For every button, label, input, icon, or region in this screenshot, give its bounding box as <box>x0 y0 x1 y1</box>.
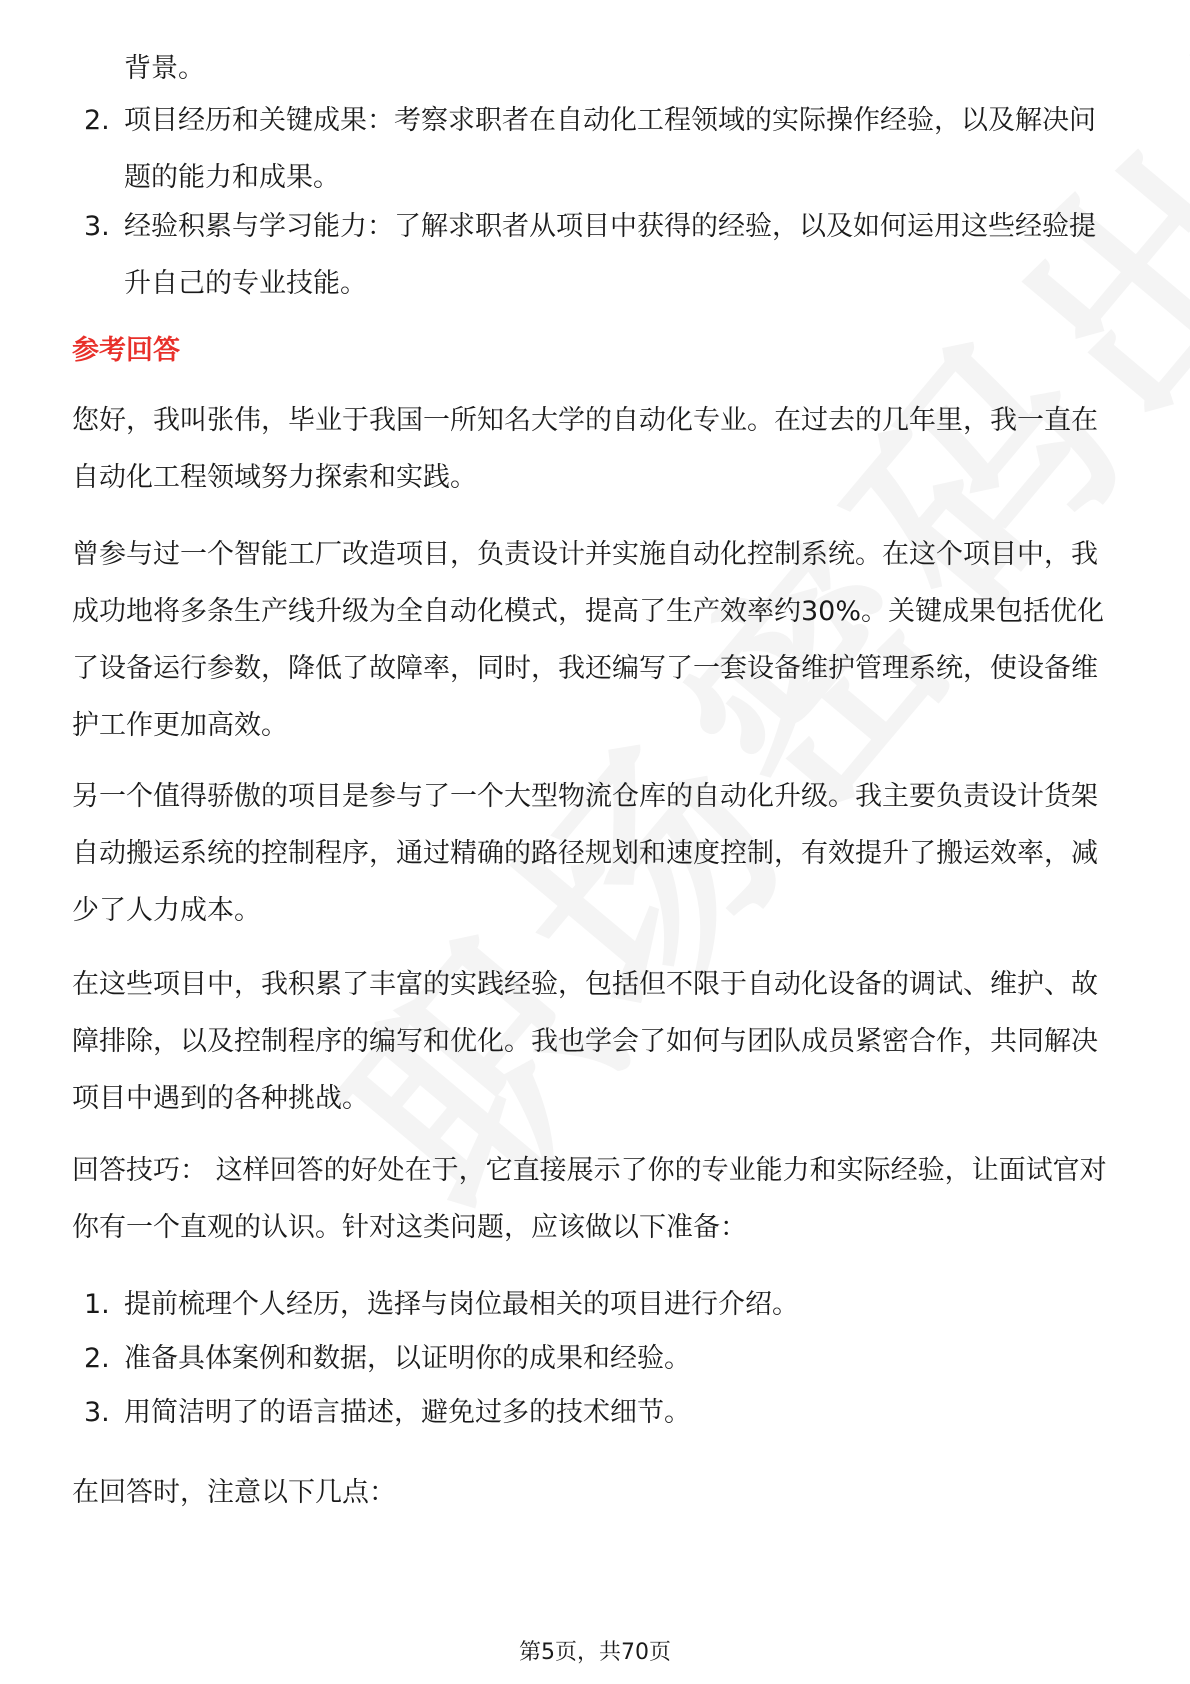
list-item <box>72 198 1122 312</box>
paragraph: 您好，我叫张伟，毕业于我国一所知名大学的自动化专业。在过去的几年里，我一直在自动化工程领域努力探索和实践。 <box>72 405 1098 493</box>
paragraph: 曾参与过一个智能工厂改造项目，负责设计并实施自动化控制系统。在这个项目中，我成功地将多条生产线升级为全自动化模式，提高了生产效率约30%。关键成果包括优化了设备运行参数，降低了故障率，同时，我还编写了一套设备维护管理系统，使设备维护工作更加高效。 <box>72 539 1105 741</box>
list-text: 经验积累与学习能力：了解求职者从项目中获得的经验，以及如何运用这些经验提升自己的专业技能。 <box>124 211 1096 299</box>
list-text: 项目经历和关键成果：考察求职者在自动化工程领域的实际操作经验，以及解决问题的能力和成果。 <box>124 105 1096 193</box>
paragraph: 在回答时，注意以下几点： <box>72 1477 396 1508</box>
list-item <box>72 1330 1122 1387</box>
paragraph: 另一个值得骄傲的项目是参与了一个大型物流仓库的自动化升级。我主要负责设计货架自动搬运系统的控制程序，通过精确的路径规划和速度控制，有效提升了搬运效率，减少了人力成本。 <box>72 781 1098 926</box>
list-text: 准备具体案例和数据，以证明你的成果和经验。 <box>124 1343 691 1374</box>
paragraph: 回答技巧： 这样回答的好处在于，它直接展示了你的专业能力和实际经验，让面试官对你有一个直观的认识。针对这类问题，应该做以下准备： <box>72 1155 1107 1243</box>
list-number: 3. <box>84 1397 110 1428</box>
list-number: 3. <box>84 211 110 242</box>
list-number: 1. <box>84 1289 110 1320</box>
paragraph: 在这些项目中，我积累了丰富的实践经验，包括但不限于自动化设备的调试、维护、故障排除，以及控制程序的编写和优化。我也学会了如何与团队成员紧密合作，共同解决项目中遇到的各种挑战。 <box>72 969 1098 1114</box>
section-heading: 参考回答 <box>72 335 180 366</box>
list-item <box>72 1276 1122 1333</box>
list-text: 提前梳理个人经历，选择与岗位最相关的项目进行介绍。 <box>124 1289 799 1320</box>
list-item <box>72 92 1122 206</box>
list-number: 2. <box>84 105 110 136</box>
list-number: 2. <box>84 1343 110 1374</box>
page-number: 第5页，共70页 <box>519 1640 671 1665</box>
list-item <box>72 1384 1122 1441</box>
list-text: 用简洁明了的语言描述，避免过多的技术细节。 <box>124 1397 691 1428</box>
list-item-continued: 背景。 <box>124 53 205 84</box>
